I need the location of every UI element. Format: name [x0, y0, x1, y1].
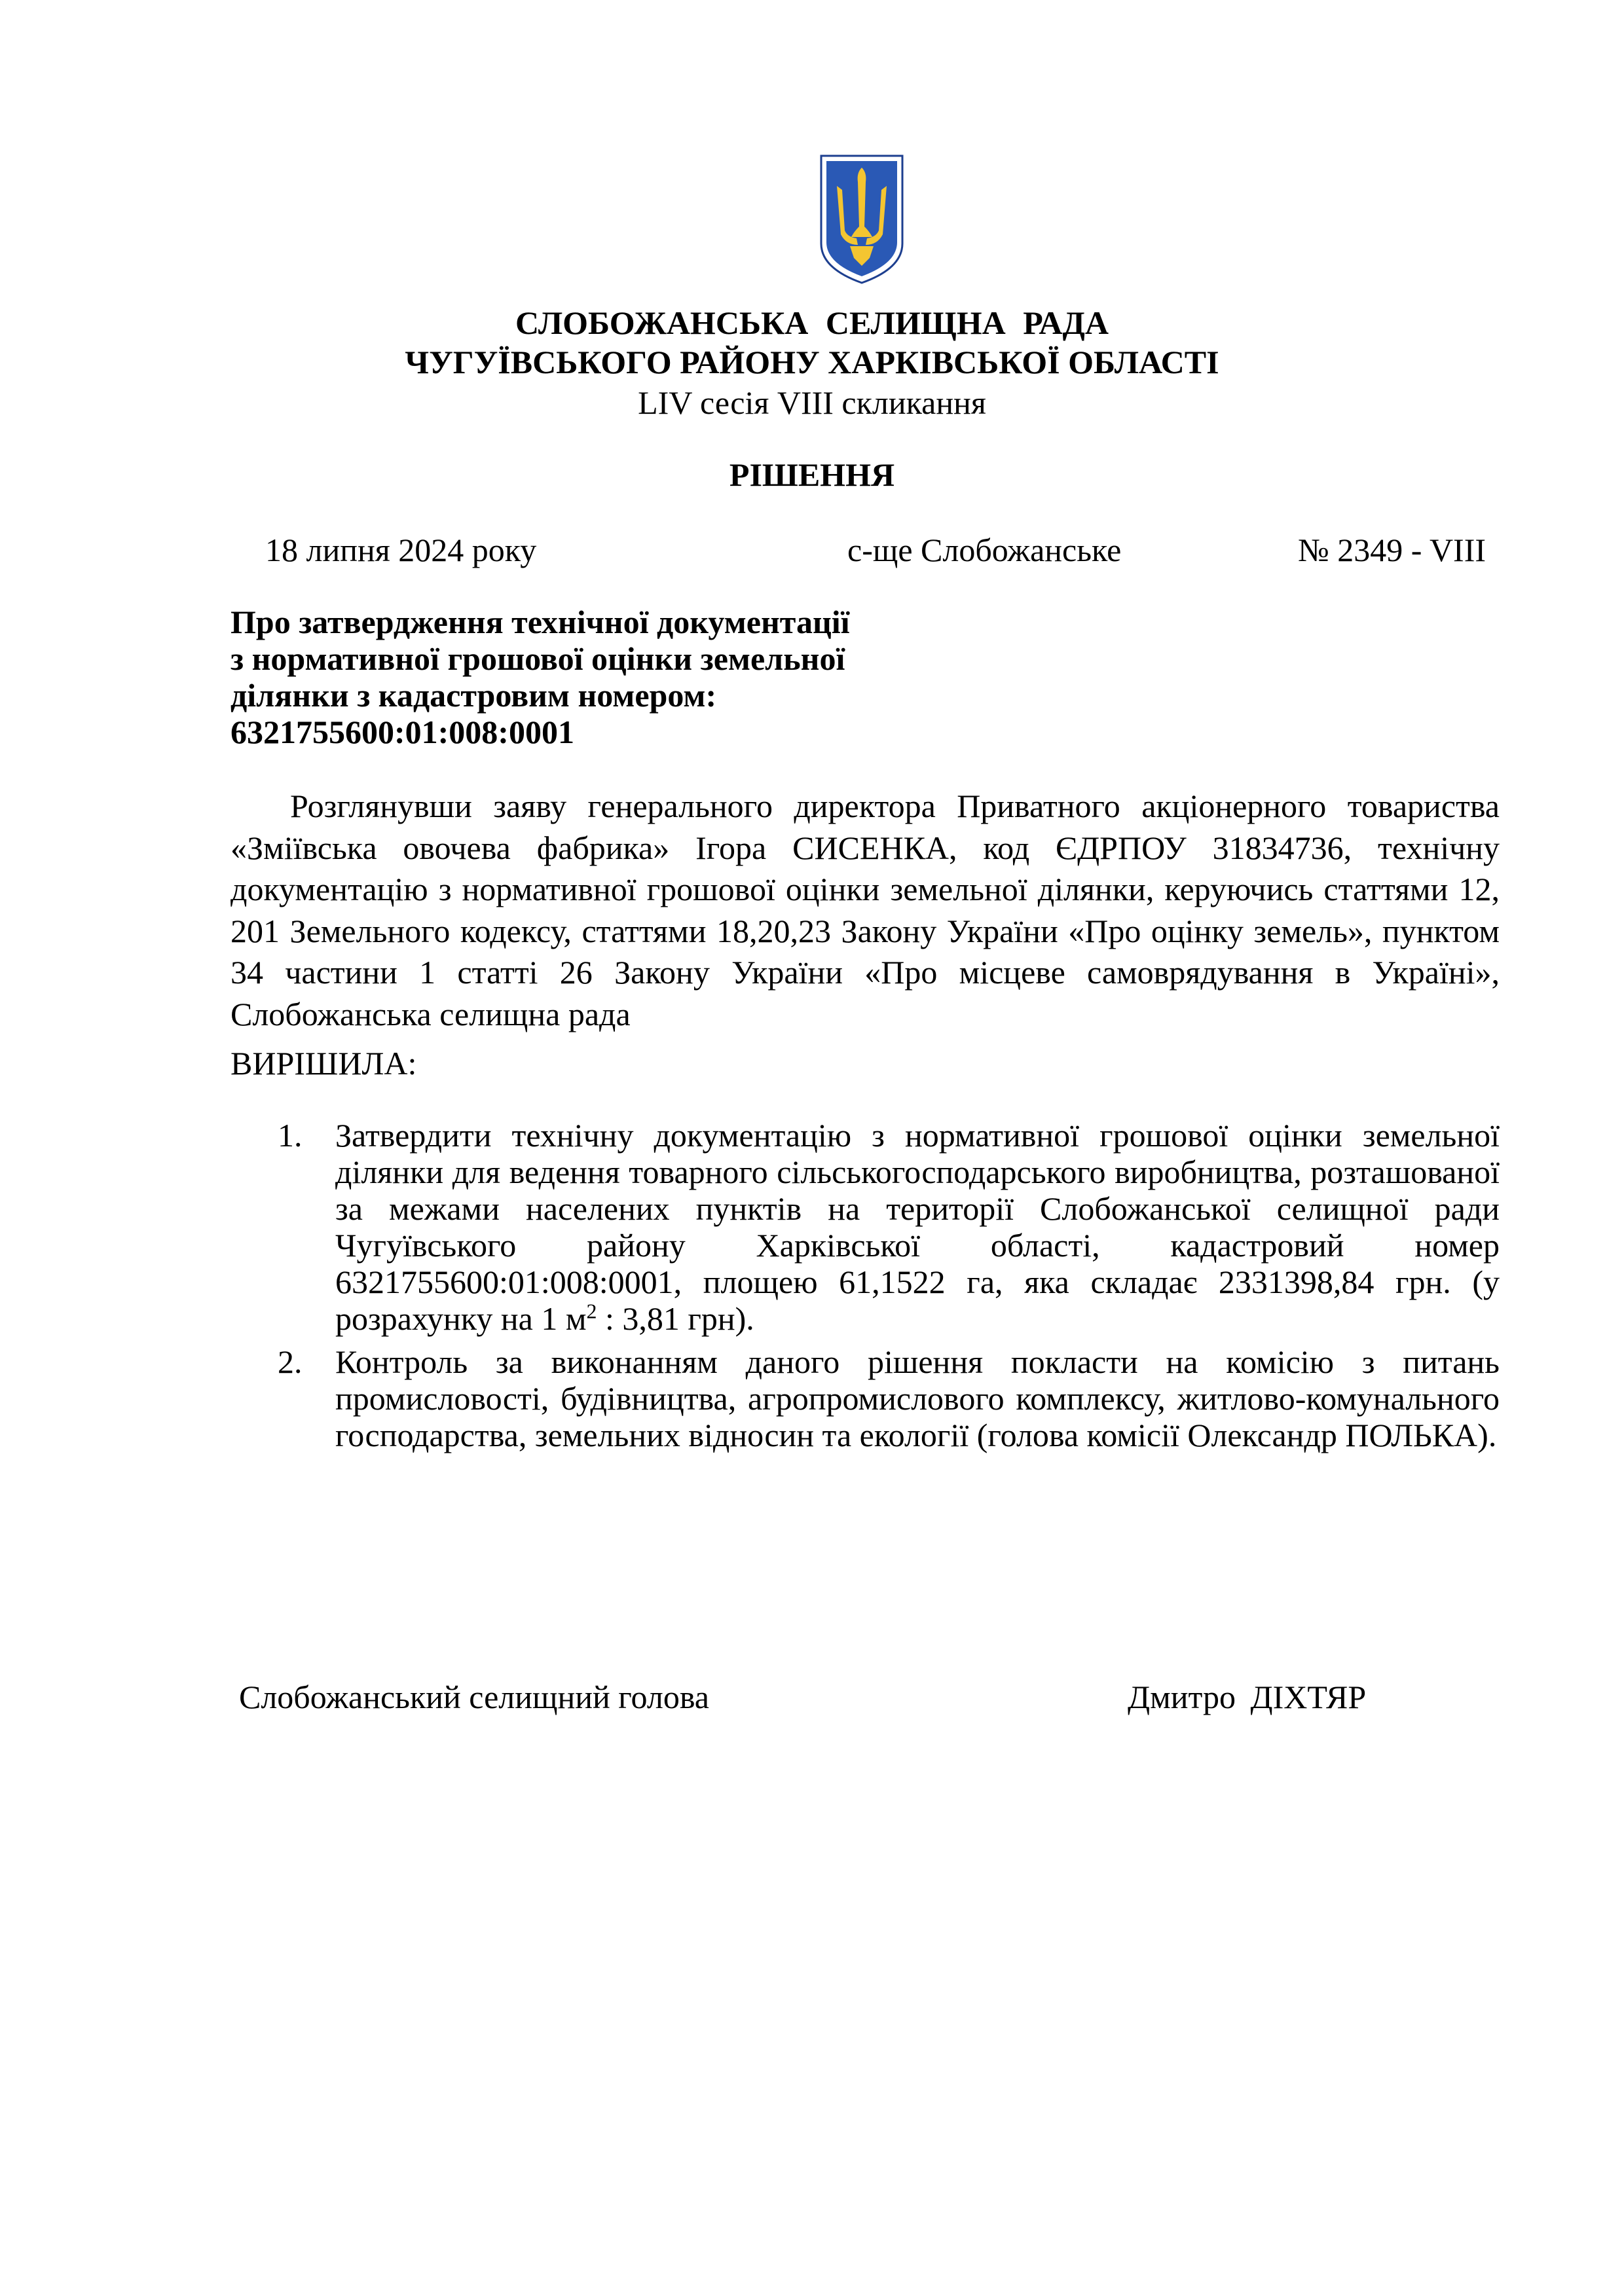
subject-line: з нормативної грошової оцінки земельної [231, 640, 845, 677]
subject-line: 6321755600:01:008:0001 [231, 714, 574, 750]
item-number: 2. [278, 1343, 303, 1380]
district-name: ЧУГУЇВСЬКОГО РАЙОНУ ХАРКІВСЬКОЇ ОБЛАСТІ [405, 344, 1219, 380]
ukraine-trident-coat-of-arms-icon [817, 153, 906, 285]
decision-item [231, 1117, 1500, 1337]
decision-subject [231, 604, 951, 750]
decision-number: № 2349 - VIII [1298, 532, 1486, 568]
session-line: LIV сесія VIII скликання [638, 384, 986, 421]
item-text: Затвердити технічну документацію з нормативної грошової оцінки земельної ділянки для ведення товарного сільськогосподарського виробництва, розташованої за межами населених пунктів на території Слобожанської селищної ради Чугуївського району Харківської області, кадастровий номер 6321755600:01:008:0001, площею 61,1522 га, яка складає 2331398,84 грн. (у розрахунку на 1 м [335, 1117, 1500, 1337]
superscript: 2 [586, 1299, 597, 1323]
decision-place: с-ще Слобожанське [847, 532, 1122, 568]
council-name: СЛОБОЖАНСЬКА СЕЛИЩНА РАДА [515, 304, 1109, 341]
resolved-label: ВИРІШИЛА: [231, 1045, 417, 1082]
document-type-title: РІШЕННЯ [729, 456, 895, 493]
subject-line: Про затвердження технічної документації [231, 604, 850, 640]
signatory-name: Дмитро ДІХТЯР [1128, 1679, 1367, 1715]
decision-item [231, 1343, 1500, 1453]
item-text: Контроль за виконанням даного рішення покласти на комісію з питань промисловості, будівництва, агропромислового комплексу, житлово-комунального господарства, земельних відносин та екології (голова комісії Олександр ПОЛЬКА). [335, 1343, 1500, 1453]
item-number: 1. [278, 1117, 303, 1154]
item-text-end: : 3,81 грн). [597, 1300, 754, 1337]
preamble-paragraph: Розглянувши заяву генерального директора Приватного акціонерного товариства «Зміївська овочева фабрика» Ігора СИСЕНКА, код ЄДРПОУ 31834736, технічну документацію з нормативної грошової оцінки земельної ділянки, керуючись статтями 12, 201 Земельного кодексу, статтями 18,20,23 Закону України «Про оцінку земель», пунктом 34 частини 1 статті 26 Закону України «Про місцеве самоврядування в Україні», Слобожанська селищна рада [231, 788, 1500, 1032]
subject-line: ділянки з кадастровим номером: [231, 677, 717, 714]
signatory-role: Слобожанський селищний голова [239, 1679, 709, 1715]
decision-date: 18 липня 2024 року [265, 532, 537, 568]
